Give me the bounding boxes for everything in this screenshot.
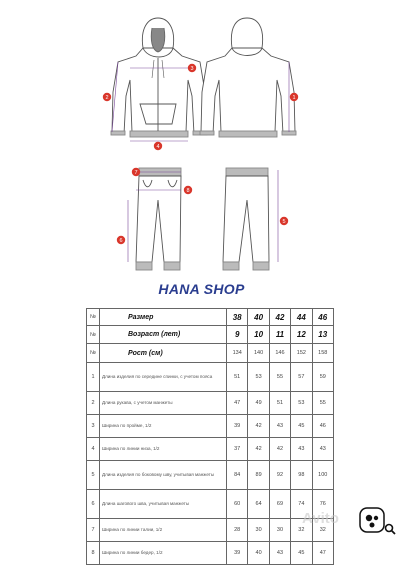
measurement-cell: 32: [291, 519, 312, 542]
measurement-cell: 98: [291, 461, 312, 490]
measurement-cell: 43: [269, 542, 290, 565]
measurement-cell: 53: [291, 392, 312, 415]
pants-back-drawing: [223, 168, 269, 270]
age-cell: 11: [269, 326, 290, 344]
age-cell: 13: [312, 326, 333, 344]
measurement-cell: 30: [269, 519, 290, 542]
svg-text:1: 1: [292, 95, 296, 101]
age-label: Возраст (лет): [100, 326, 227, 344]
measurement-cell: 42: [269, 438, 290, 461]
height-cell: 146: [269, 344, 290, 363]
measurement-cell: 60: [227, 490, 248, 519]
row-description: Ширина по линии талии, 1/2: [100, 519, 227, 542]
row-number: 1: [87, 363, 100, 392]
measurement-cell: 42: [248, 415, 269, 438]
measurement-cell: 69: [269, 490, 290, 519]
marker-pants-5: [280, 217, 288, 225]
measurement-cell: 39: [227, 415, 248, 438]
table-row: [87, 438, 334, 461]
measurement-cell: 28: [227, 519, 248, 542]
measurement-cell: 45: [291, 415, 312, 438]
measurement-cell: 43: [269, 415, 290, 438]
height-cell: 134: [227, 344, 248, 363]
age-cell: 9: [227, 326, 248, 344]
measurement-cell: 100: [312, 461, 333, 490]
measurement-cell: 42: [248, 438, 269, 461]
height-cell: 152: [291, 344, 312, 363]
svg-text:8: 8: [186, 188, 190, 194]
size-cell: 46: [312, 309, 333, 326]
measurement-cell: 55: [312, 392, 333, 415]
measurement-cell: 43: [312, 438, 333, 461]
measurement-cell: 76: [312, 490, 333, 519]
row-number: 5: [87, 461, 100, 490]
size-row: [87, 309, 334, 326]
measurement-cell: 92: [269, 461, 290, 490]
table-row: [87, 490, 334, 519]
pants-front-drawing: [136, 168, 181, 270]
marker-hoodie-1: [290, 93, 298, 101]
row-description: Длина изделия по боковому шву, учитывая манжеты: [100, 461, 227, 490]
measurement-cell: 53: [248, 363, 269, 392]
row-description: Ширина по линии низа, 1/2: [100, 438, 227, 461]
measurement-cell: 46: [312, 415, 333, 438]
measurement-cell: 47: [227, 392, 248, 415]
age-cell: 12: [291, 326, 312, 344]
row-description: Длина шагового шва, учитывая манжеты: [100, 490, 227, 519]
measurement-cell: 64: [248, 490, 269, 519]
age-cell: 10: [248, 326, 269, 344]
marker-hoodie-3: [188, 64, 196, 72]
svg-text:5: 5: [282, 219, 286, 225]
measurement-cell: 30: [248, 519, 269, 542]
brand-title: HANA SHOP: [158, 281, 245, 297]
table-row: [87, 415, 334, 438]
row-number: 3: [87, 415, 100, 438]
measurement-cell: 51: [269, 392, 290, 415]
measurement-cell: 45: [291, 542, 312, 565]
table-row: [87, 363, 334, 392]
svg-text:3: 3: [190, 66, 194, 72]
measurement-cell: 51: [227, 363, 248, 392]
svg-text:7: 7: [134, 170, 138, 176]
height-cell: 158: [312, 344, 333, 363]
row-number: 4: [87, 438, 100, 461]
table-row: [87, 542, 334, 565]
size-cell: 38: [227, 309, 248, 326]
table-row: [87, 392, 334, 415]
marker-pants-7: [132, 168, 140, 176]
row-description: Ширина по пройме, 1/2: [100, 415, 227, 438]
svg-text:4: 4: [156, 144, 160, 150]
table-row: [87, 461, 334, 490]
avito-logo-icon: [358, 506, 398, 536]
row-description: Длина рукава, с учетом манжеты: [100, 392, 227, 415]
height-label: Рост (см): [100, 344, 227, 363]
table-row: [87, 519, 334, 542]
measurement-cell: 57: [291, 363, 312, 392]
measurement-cell: 84: [227, 461, 248, 490]
row-description: Длина изделия по середине спинки, с учетом пояса: [100, 363, 227, 392]
marker-pants-6: [117, 236, 125, 244]
measurement-cell: 59: [312, 363, 333, 392]
row-number: 8: [87, 542, 100, 565]
marker-hoodie-4: [154, 142, 162, 150]
size-cell: 42: [269, 309, 290, 326]
measurement-cell: 74: [291, 490, 312, 519]
size-chart-table: [86, 308, 334, 565]
measurement-cell: 89: [248, 461, 269, 490]
measurement-cell: 32: [312, 519, 333, 542]
svg-text:6: 6: [119, 238, 123, 244]
measurement-cell: 37: [227, 438, 248, 461]
age-row: [87, 326, 334, 344]
measurement-cell: 49: [248, 392, 269, 415]
row-description: Ширина по линии бедер, 1/2: [100, 542, 227, 565]
hoodie-back-drawing: [200, 18, 296, 137]
marker-pants-8: [184, 186, 192, 194]
size-cell: 40: [248, 309, 269, 326]
height-cell: 140: [248, 344, 269, 363]
svg-text:2: 2: [105, 95, 109, 101]
measurement-cell: 47: [312, 542, 333, 565]
measurement-cell: 39: [227, 542, 248, 565]
measurement-cell: 40: [248, 542, 269, 565]
num-header: №: [87, 326, 100, 344]
marker-hoodie-2: [103, 93, 111, 101]
row-number: 6: [87, 490, 100, 519]
row-number: 7: [87, 519, 100, 542]
num-header: №: [87, 309, 100, 326]
size-cell: 44: [291, 309, 312, 326]
row-number: 2: [87, 392, 100, 415]
measurement-cell: 55: [269, 363, 290, 392]
hoodie-front-drawing: [111, 18, 207, 137]
num-header: №: [87, 344, 100, 363]
garment-diagrams: [0, 0, 403, 280]
height-row: [87, 344, 334, 363]
size-label: Размер: [100, 309, 227, 326]
watermark-text: Avito: [302, 510, 339, 527]
measurement-cell: 43: [291, 438, 312, 461]
